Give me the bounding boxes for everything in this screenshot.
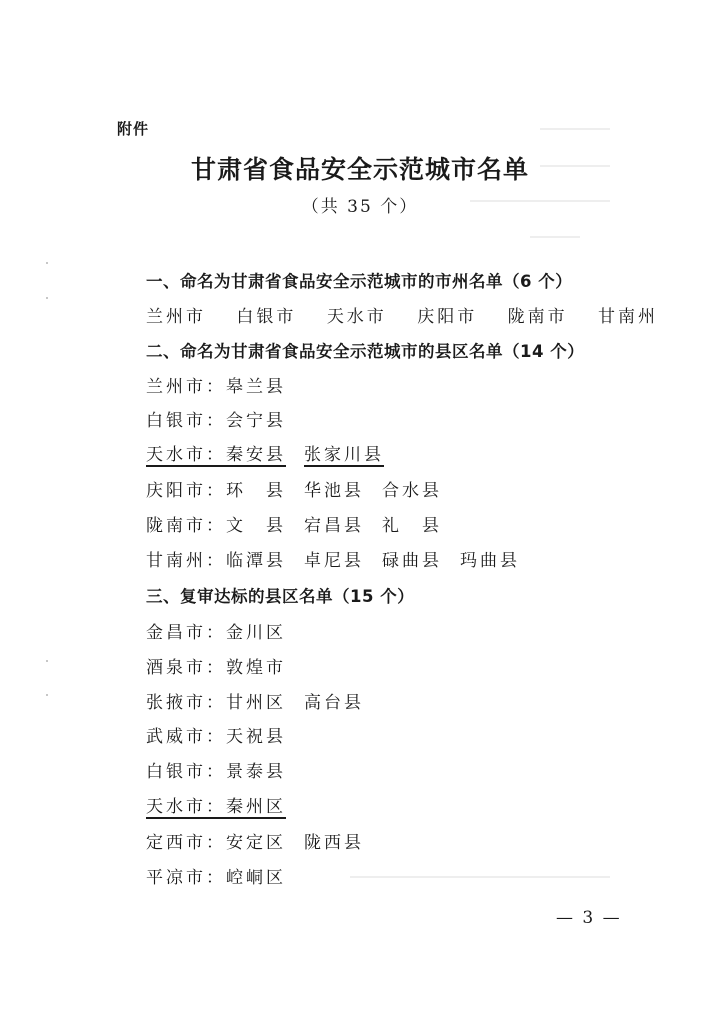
row-city: 庆阳市： xyxy=(146,481,226,501)
list-row-underlined xyxy=(146,792,286,817)
city-list xyxy=(146,302,680,327)
row-city: 白银市： xyxy=(146,762,226,782)
row-county: 安定区 xyxy=(226,833,286,853)
list-row xyxy=(146,688,382,713)
row-county: 高台县 xyxy=(304,693,364,713)
row-county: 华池县 xyxy=(304,481,364,501)
row-county: 临潭县 xyxy=(226,551,286,571)
city-item: 陇南市 xyxy=(507,307,568,327)
list-row xyxy=(146,546,538,571)
list-row xyxy=(146,511,460,536)
scan-speck xyxy=(46,694,48,696)
list-row xyxy=(146,406,304,431)
row-county: 皋兰县 xyxy=(226,377,286,397)
row-city: 定西市： xyxy=(146,833,226,853)
scan-speck xyxy=(46,262,48,264)
row-county: 宕昌县 xyxy=(304,516,364,536)
list-row xyxy=(146,828,382,853)
row-county: 秦州区 xyxy=(226,797,286,817)
list-row xyxy=(146,372,304,397)
page-title: 甘肃省食品安全示范城市名单 xyxy=(190,155,529,184)
city-item: 兰州市 xyxy=(146,307,206,327)
underlined-text xyxy=(146,797,286,817)
list-row xyxy=(146,863,304,888)
row-county: 卓尼县 xyxy=(304,551,364,571)
list-row xyxy=(146,757,304,782)
scan-speck xyxy=(46,297,48,299)
row-city: 平凉市： xyxy=(146,868,226,888)
row-county: 会宁县 xyxy=(226,411,286,431)
row-county: 合水县 xyxy=(382,481,442,501)
row-city: 天水市： xyxy=(146,445,226,465)
row-county: 秦安县 xyxy=(226,445,286,465)
city-item: 庆阳市 xyxy=(417,307,478,327)
row-county: 甘州区 xyxy=(226,693,286,713)
row-county: 礼 县 xyxy=(382,516,442,536)
row-city: 金昌市： xyxy=(146,623,226,643)
city-item: 白银市 xyxy=(236,307,297,327)
underlined-text xyxy=(146,445,384,465)
list-row xyxy=(146,722,304,747)
city-item: 甘南州 xyxy=(598,307,659,327)
page-subtitle: （共 35 个） xyxy=(301,197,419,217)
page-number: — 3 — xyxy=(556,908,622,928)
row-county: 玛曲县 xyxy=(460,551,520,571)
list-row xyxy=(146,476,460,501)
section-heading-1: 一、命名为甘肃省食品安全示范城市的市州名单（6 个） xyxy=(146,272,573,291)
attachment-label: 附件 xyxy=(117,120,150,138)
row-county: 陇西县 xyxy=(304,833,364,853)
row-city: 天水市： xyxy=(146,797,226,817)
list-row-underlined xyxy=(146,440,384,465)
scan-speck xyxy=(46,660,48,662)
row-county: 金川区 xyxy=(226,623,286,643)
list-row xyxy=(146,653,304,678)
bleed-through-mark xyxy=(350,876,610,878)
row-county: 张家川县 xyxy=(304,445,384,465)
row-city: 陇南市： xyxy=(146,516,226,536)
row-city: 白银市： xyxy=(146,411,226,431)
list-row xyxy=(146,618,304,643)
row-city: 武威市： xyxy=(146,727,226,747)
row-city: 兰州市： xyxy=(146,377,226,397)
row-county: 敦煌市 xyxy=(226,658,286,678)
row-city: 甘南州： xyxy=(146,551,226,571)
row-county: 文 县 xyxy=(226,516,286,536)
bleed-through-mark xyxy=(530,236,580,238)
row-city: 酒泉市： xyxy=(146,658,226,678)
row-county: 碌曲县 xyxy=(382,551,442,571)
row-city: 张掖市： xyxy=(146,693,226,713)
row-county: 崆峒区 xyxy=(226,868,286,888)
row-county: 天祝县 xyxy=(226,727,286,747)
section-heading-3: 三、复审达标的县区名单（15 个） xyxy=(146,587,415,606)
bleed-through-mark xyxy=(540,128,610,130)
row-county: 环 县 xyxy=(226,481,286,501)
section-heading-2: 二、命名为甘肃省食品安全示范城市的县区名单（14 个） xyxy=(146,342,585,361)
city-item: 天水市 xyxy=(326,307,387,327)
row-county: 景泰县 xyxy=(226,762,286,782)
